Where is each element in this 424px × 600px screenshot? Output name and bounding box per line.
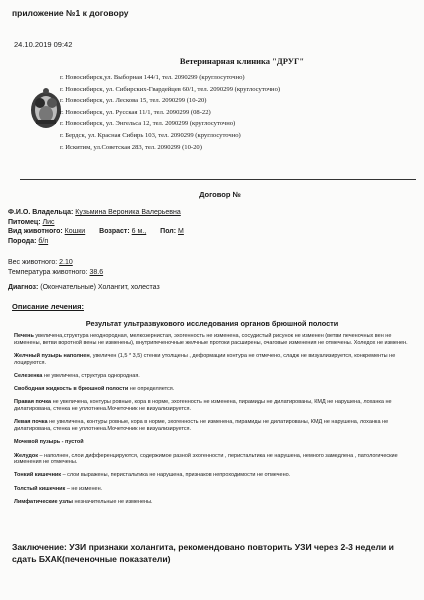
finding-large-intestine bbox=[14, 486, 414, 493]
finding-label: Левая почка bbox=[14, 419, 48, 426]
ultrasound-title: Результат ультразвукового исследования органов брюшной полости bbox=[85, 319, 339, 328]
owner-name-row bbox=[8, 208, 184, 218]
pet-label: Питомец: bbox=[8, 218, 41, 226]
finding-text: не определяется. bbox=[129, 386, 175, 393]
finding-stomach bbox=[14, 453, 414, 467]
finding-left-kidney bbox=[14, 419, 414, 433]
finding-text: – наполнен, слои дифференцируются, содержимое разной эхогенности , перистальтика не нарушена, немного замедлена , патологические изменения не отмечены. bbox=[14, 452, 398, 466]
clinic-title: Ветеринарная клиника "ДРУГ" bbox=[179, 56, 305, 66]
finding-label: Лимфатические узлы bbox=[14, 498, 73, 505]
finding-text: не увеличена, структура однородная. bbox=[43, 372, 140, 379]
finding-text: не увеличена, контуры ровные, кора в норме, эхогенность не изменена, пирамиды не дилатированы, КМД не нарушена, лоханка не дилатирована, стенка не уплотнена.Мочеточник не визуализируется. bbox=[14, 399, 392, 413]
finding-gallbladder bbox=[14, 353, 414, 367]
diagnosis-label: Диагноз: bbox=[8, 284, 39, 291]
species-row bbox=[8, 227, 184, 237]
finding-spleen bbox=[14, 373, 414, 380]
sex-value: М bbox=[178, 228, 184, 236]
breed-label: Порода: bbox=[8, 237, 37, 245]
owner-name-value: Кузьмина Вероника Валерьевна bbox=[75, 209, 181, 216]
diagnosis-value: (Окончательные) Холангит, холестаз bbox=[40, 284, 160, 291]
finding-label: Желудок bbox=[14, 452, 38, 459]
clinic-address-list bbox=[60, 72, 280, 153]
age-label: Возраст: bbox=[99, 228, 130, 236]
finding-label: Свободная жидкость в брюшной полости bbox=[14, 386, 129, 393]
owner-info bbox=[8, 208, 184, 246]
finding-text: незначительные не изменены. bbox=[74, 498, 153, 505]
temperature-value: 38.6 bbox=[89, 268, 104, 276]
header-divider bbox=[20, 179, 416, 180]
pet-row bbox=[8, 218, 184, 228]
owner-name-label: Ф.И.О. Владельца: bbox=[8, 209, 74, 216]
finding-lymph-nodes bbox=[14, 499, 414, 506]
sex-label: Пол: bbox=[160, 228, 177, 236]
finding-label: Печень bbox=[14, 333, 34, 339]
species-label: Вид животного: bbox=[8, 228, 63, 236]
age-value: 6 м., bbox=[131, 228, 147, 236]
document-datetime: 24.10.2019 09:42 bbox=[14, 40, 73, 49]
finding-label: Мочевой пузырь - пустой bbox=[14, 439, 84, 446]
finding-label: Правая почка bbox=[14, 399, 52, 406]
clinic-logo-icon bbox=[28, 86, 64, 130]
findings-list bbox=[14, 333, 414, 512]
clinic-address: г. Искитим, ул.Советская 283, тел. 2090299 (10-20) bbox=[60, 143, 202, 151]
clinic-address: г. Новосибирск, ул. Сибирских-Гвардейцев 60/1, тел. 2090299 (круглосуточно) bbox=[60, 85, 281, 93]
finding-liver bbox=[14, 333, 414, 347]
temperature-row bbox=[8, 268, 103, 278]
finding-text: – слои выражены, перистальтика не нарушена, признаков непроходимости не отмечено. bbox=[62, 472, 291, 479]
clinic-address: г. Новосибирск, ул. Лескова 15, тел. 2090299 (10-20) bbox=[60, 97, 207, 105]
weight-value: 2.10 bbox=[59, 259, 73, 266]
vitals-info bbox=[8, 258, 103, 277]
finding-text: – не изменен. bbox=[66, 485, 103, 492]
species-value: Кошки bbox=[64, 228, 86, 236]
breed-row bbox=[8, 237, 184, 247]
diagnosis-row bbox=[8, 284, 160, 291]
temperature-label: Температура животного: bbox=[8, 268, 88, 276]
treatment-heading: Описание лечения: bbox=[12, 302, 84, 311]
clinic-address: г. Новосибирск, ул. Русская 11/1, тел. 2090299 (08-22) bbox=[60, 108, 211, 116]
finding-right-kidney bbox=[14, 399, 414, 413]
finding-label: Тонкий кишечник bbox=[14, 472, 62, 479]
contract-title: Договор № bbox=[199, 190, 241, 199]
appendix-note: приложение №1 к договору bbox=[12, 8, 129, 18]
finding-label: Толстый кишечник bbox=[14, 485, 66, 492]
conclusion: Заключение: УЗИ признаки холангита, рекомендовано повторить УЗИ через 2-3 недели и сдать БХАК(печеночные показатели) bbox=[12, 542, 394, 564]
finding-small-intestine bbox=[14, 472, 414, 479]
finding-label: Желчный пузырь наполнен bbox=[14, 352, 90, 359]
clinic-address: г. Бердск, ул. Красная Сибирь 103, тел. 2090299 (круглосуточно) bbox=[60, 131, 241, 139]
weight-row bbox=[8, 258, 103, 268]
finding-text: , увеличен (1,5 * 3,5) стенки утолщены , деформации контура не отмечено, сладж не визуализируется, конкременты не лоцируются. bbox=[14, 352, 396, 366]
clinic-address: г. Новосибирск, ул. Энгельса 12, тел. 2090299 (круглосуточно) bbox=[60, 120, 236, 128]
finding-free-fluid bbox=[14, 386, 414, 393]
finding-text: не увеличена, контуры ровные, кора в норме, эхогенность не изменена, пирамиды не дилатированы, КМД не нарушена, лоханка не дилатирована, стенка не уплотнена.Мочеточник не визуализируется. bbox=[14, 419, 389, 433]
finding-text: увеличена,структура неоднородная, мелкозернистая, эхогенность не изменена, сосудистый рисунок не изменен (ветви печеночных вен не изменены, ветви воротной вены не изменены), внутрипеченочные желчные протоки расширены, очаговые изменения не отмечены. Холедох не изменен. bbox=[14, 333, 408, 346]
finding-bladder bbox=[14, 439, 414, 446]
clinic-address: г. Новосибирск,ул. Выборная 144/1, тел. 2090299 (круглосуточно) bbox=[60, 74, 245, 81]
breed-value: б/п bbox=[38, 237, 49, 245]
weight-label: Вес животного: bbox=[8, 259, 58, 266]
pet-value: Лис bbox=[42, 218, 55, 226]
finding-label: Селезенка bbox=[14, 372, 43, 379]
